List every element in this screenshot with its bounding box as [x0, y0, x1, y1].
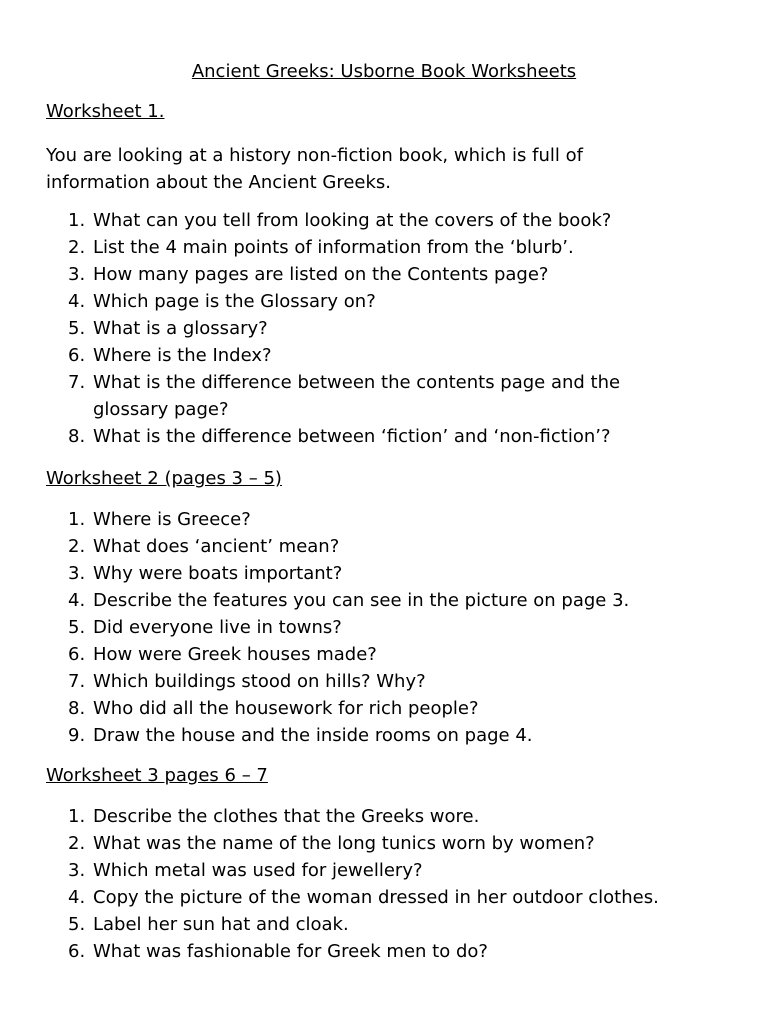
question-text: Copy the picture of the woman dressed in her outdoor clothes. — [93, 887, 659, 908]
list-item: 2. What does ‘ancient’ mean? — [68, 536, 340, 557]
worksheet-2-heading: Worksheet 2 (pages 3 – 5) — [46, 468, 282, 489]
worksheet-3-heading: Worksheet 3 pages 6 – 7 — [46, 765, 268, 786]
list-item: 6. Where is the Index? — [68, 345, 272, 366]
question-text: Describe the clothes that the Greeks wore. — [93, 806, 480, 827]
question-text: Label her sun hat and cloak. — [93, 914, 349, 935]
question-text: Describe the features you can see in the picture on page 3. — [93, 590, 630, 611]
list-item: 3. Which metal was used for jewellery? — [68, 860, 423, 881]
list-item: 5. What is a glossary? — [68, 318, 268, 339]
question-text: What was the name of the long tunics worn by women? — [93, 833, 595, 854]
question-text: Who did all the housework for rich people? — [93, 698, 479, 719]
worksheet-2-questions — [46, 506, 736, 749]
list-item: 2. What was the name of the long tunics worn by women? — [68, 833, 595, 854]
question-text: Which metal was used for jewellery? — [93, 860, 423, 881]
question-text: Which buildings stood on hills? Why? — [93, 671, 426, 692]
list-item: 4. Copy the picture of the woman dressed in her outdoor clothes. — [68, 887, 659, 908]
question-text: Did everyone live in towns? — [93, 617, 342, 638]
list-item: 5. Did everyone live in towns? — [68, 617, 342, 638]
worksheet-3-questions — [46, 803, 736, 965]
list-item: 9. Draw the house and the inside rooms on page 4. — [68, 725, 533, 746]
question-text: What is the difference between ‘fiction’ and ‘non-fiction’? — [93, 426, 611, 447]
list-item: 6. How were Greek houses made? — [68, 644, 377, 665]
question-text: How were Greek houses made? — [93, 644, 377, 665]
list-item: 1. What can you tell from looking at the covers of the book? — [68, 210, 612, 231]
worksheet-1-questions — [46, 207, 736, 450]
list-item: 4. Describe the features you can see in the picture on page 3. — [68, 590, 630, 611]
question-text: How many pages are listed on the Contents page? — [93, 264, 549, 285]
list-item: 6. What was fashionable for Greek men to do? — [68, 941, 488, 962]
question-text: Which page is the Glossary on? — [93, 291, 376, 312]
question-text: What is the difference between the contents page and the glossary page? — [93, 372, 621, 420]
question-text: Where is Greece? — [93, 509, 251, 530]
list-item: 3. How many pages are listed on the Contents page? — [68, 264, 549, 285]
list-item: 2. List the 4 main points of information from the ‘blurb’. — [68, 237, 574, 258]
worksheet-1-heading: Worksheet 1. — [46, 101, 165, 122]
list-item: 7. Which buildings stood on hills? Why? — [68, 671, 426, 692]
question-text: Where is the Index? — [93, 345, 272, 366]
worksheet-1-intro: You are looking at a history non-fiction book, which is full of information about the Ancient Greeks. — [46, 145, 583, 193]
question-text: What can you tell from looking at the covers of the book? — [93, 210, 612, 231]
list-item: 5. Label her sun hat and cloak. — [68, 914, 349, 935]
list-item: 3. Why were boats important? — [68, 563, 343, 584]
question-text: Why were boats important? — [93, 563, 343, 584]
document-title: Ancient Greeks: Usborne Book Worksheets — [191, 61, 577, 82]
question-text: What does ‘ancient’ mean? — [93, 536, 340, 557]
question-text: What was fashionable for Greek men to do? — [93, 941, 488, 962]
list-item: 8. Who did all the housework for rich people? — [68, 698, 479, 719]
list-item: 8. What is the difference between ‘fiction’ and ‘non-fiction’? — [68, 426, 611, 447]
list-item: 4. Which page is the Glossary on? — [68, 291, 376, 312]
question-text: List the 4 main points of information from the ‘blurb’. — [93, 237, 574, 258]
list-item: 1. Describe the clothes that the Greeks wore. — [68, 806, 480, 827]
question-text: What is a glossary? — [93, 318, 268, 339]
question-text: Draw the house and the inside rooms on page 4. — [93, 725, 533, 746]
list-item: 7. What is the difference between the contents page and the glossary page? — [68, 372, 621, 420]
list-item: 1. Where is Greece? — [68, 509, 251, 530]
